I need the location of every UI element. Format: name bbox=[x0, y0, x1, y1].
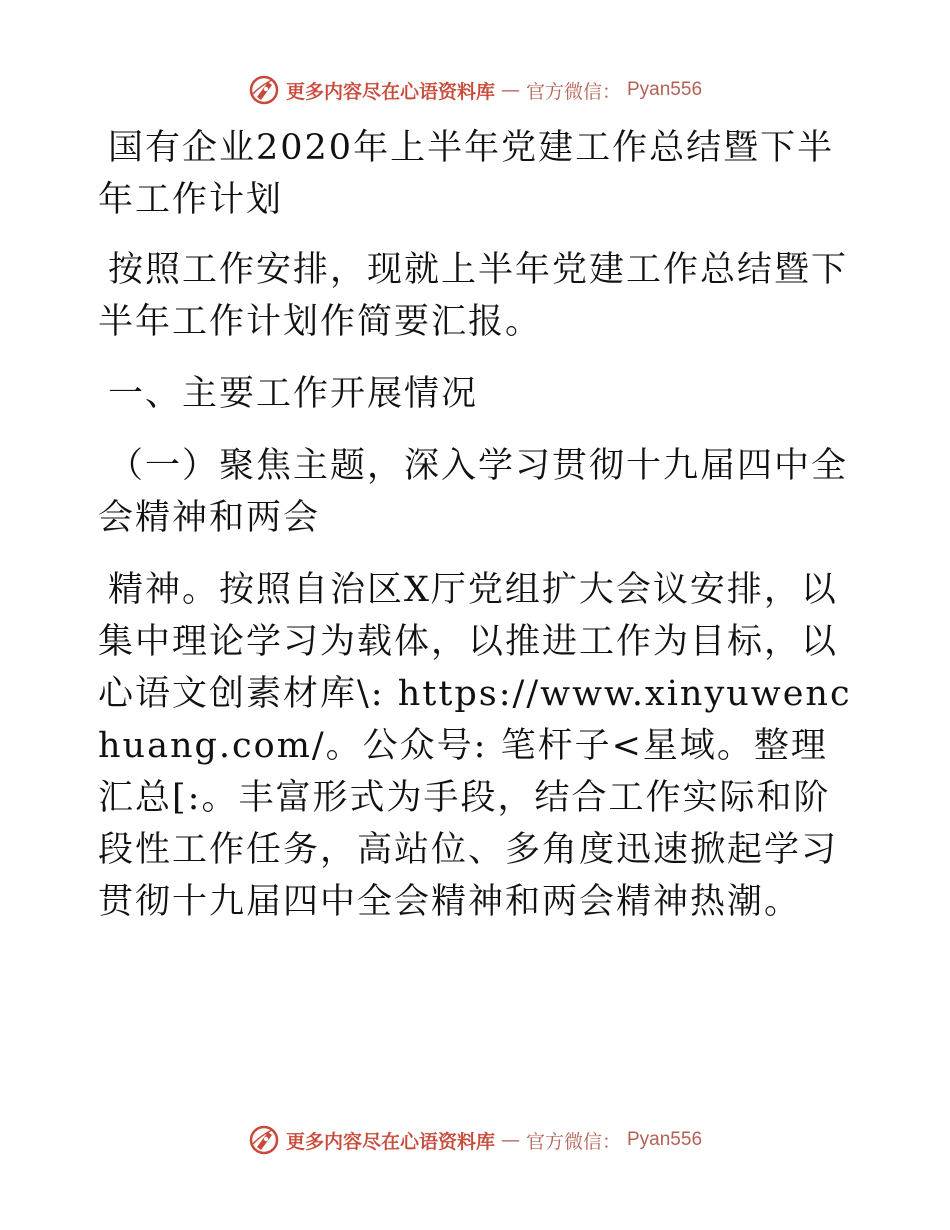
section-heading: 一、主要工作开展情况 bbox=[108, 374, 479, 414]
header-dash: — bbox=[500, 79, 520, 101]
header-banner bbox=[0, 70, 950, 110]
header-promo-text: 更多内容尽在心语资料库 bbox=[285, 80, 495, 103]
footer-banner bbox=[0, 1120, 950, 1160]
subsection-heading: （一）聚焦主题，深入学习贯彻十九届四中全会精神和两会 bbox=[98, 446, 849, 538]
intro-paragraph: 按照工作安排，现就上半年党建工作总结暨下半年工作计划作简要汇报。 bbox=[98, 250, 849, 342]
header-wechat-label: 官方微信： bbox=[525, 80, 621, 103]
body-paragraph: 精神。按照自治区X厅党组扩大会议安排，以集中理论学习为载体，以推进工作为目标，以心语文创素材库\: https://www.xinyuwenchuang.com/。公众号: 笔杆子<星域。整理汇总[:。丰富形式为手段，结合工作实际和阶段性工作任务，高站位、多角度迅速掀起学习贯彻十九届四中全会精神和两会精神热潮。 bbox=[98, 570, 852, 922]
footer-wechat-label: 官方微信： bbox=[525, 1130, 621, 1153]
document-title: 国有企业2020年上半年党建工作总结暨下半年工作计划 bbox=[98, 128, 835, 220]
footer-wechat-id: Pyan556 bbox=[627, 1129, 703, 1150]
header-wechat-id: Pyan556 bbox=[627, 79, 703, 100]
pen-nib-circle-logo-icon bbox=[248, 74, 280, 106]
document-body bbox=[98, 122, 853, 928]
pen-nib-circle-logo-icon bbox=[248, 1124, 280, 1156]
footer-dash: — bbox=[500, 1129, 520, 1151]
footer-promo-text: 更多内容尽在心语资料库 bbox=[285, 1130, 495, 1153]
